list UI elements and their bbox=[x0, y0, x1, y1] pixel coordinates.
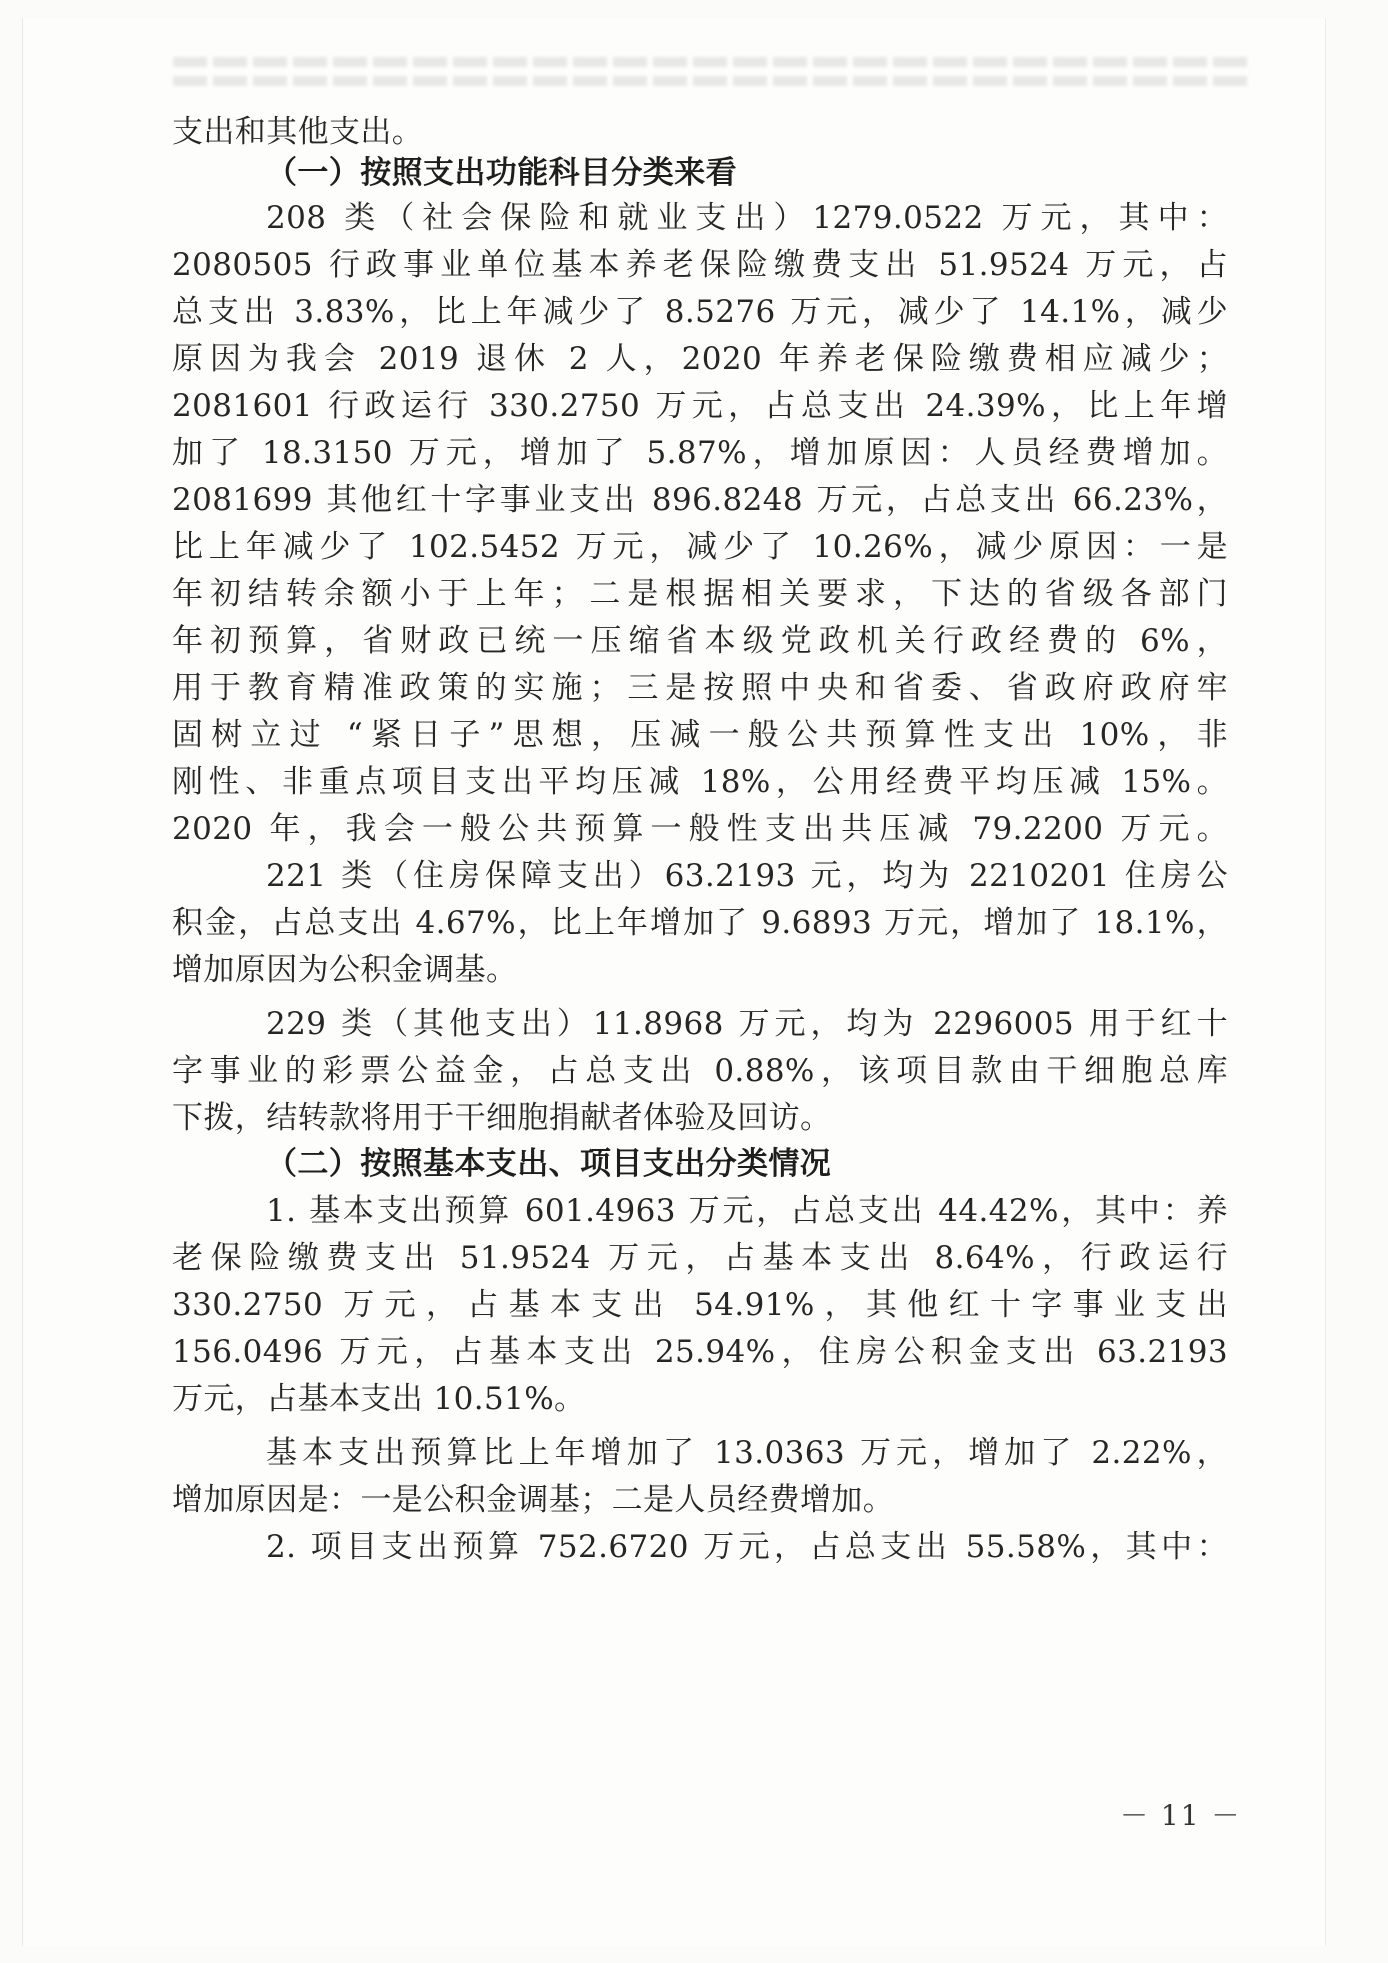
text-line-28: 万元，占基本支出 10.51%。 bbox=[172, 1381, 586, 1417]
section-heading-basic-project: （二）按照基本支出、项目支出分类情况 bbox=[266, 1146, 832, 1182]
text-line-11: 年初结转余额小于上年；二是根据相关要求，下达的省级各部门 bbox=[172, 576, 1228, 612]
text-line-9: 2081699 其他红十字事业支出 896.8248 万元，占总支出 66.23%， bbox=[172, 482, 1228, 518]
text-line-17: 221 类（住房保障支出）63.2193 元，均为 2210201 住房公 bbox=[266, 858, 1228, 894]
text-line-1: 支出和其他支出。 bbox=[172, 114, 424, 150]
text-line-18: 积金，占总支出 4.67%，比上年增加了 9.6893 万元，增加了 18.1%， bbox=[172, 905, 1228, 941]
text-line-27: 156.0496 万元，占基本支出 25.94%，住房公积金支出 63.2193 bbox=[172, 1334, 1228, 1370]
text-line-20: 229 类（其他支出）11.8968 万元，均为 2296005 用于红十 bbox=[266, 1006, 1228, 1042]
text-line-8: 加了 18.3150 万元，增加了 5.87%，增加原因：人员经费增加。 bbox=[172, 435, 1228, 471]
text-line-14: 固树立过 “紧日子”思想，压减一般公共预算性支出 10%，非 bbox=[172, 717, 1228, 753]
text-line-31: 2. 项目支出预算 752.6720 万元，占总支出 55.58%，其中： bbox=[266, 1529, 1228, 1565]
text-line-25: 老保险缴费支出 51.9524 万元，占基本支出 8.64%，行政运行 bbox=[172, 1240, 1228, 1276]
text-line-29: 基本支出预算比上年增加了 13.0363 万元，增加了 2.22%， bbox=[266, 1435, 1228, 1471]
text-line-24: 1. 基本支出预算 601.4963 万元，占总支出 44.42%，其中：养 bbox=[266, 1193, 1228, 1229]
text-line-19: 增加原因为公积金调基。 bbox=[172, 952, 518, 988]
text-line-22: 下拨，结转款将用于干细胞捐献者体验及回访。 bbox=[172, 1100, 832, 1136]
section-heading-functional: （一）按照支出功能科目分类来看 bbox=[266, 155, 737, 191]
text-line-12: 年初预算，省财政已统一压缩省本级党政机关行政经费的 6%， bbox=[172, 623, 1228, 659]
text-line-6: 原因为我会 2019 退休 2 人，2020 年养老保险缴费相应减少； bbox=[172, 341, 1228, 377]
text-line-13: 用于教育精准政策的实施；三是按照中央和省委、省政府政府牢 bbox=[172, 670, 1228, 706]
text-line-5: 总支出 3.83%，比上年减少了 8.5276 万元，减少了 14.1%，减少 bbox=[172, 294, 1228, 330]
text-line-7: 2081601 行政运行 330.2750 万元，占总支出 24.39%，比上年增 bbox=[172, 388, 1228, 424]
text-line-26: 330.2750 万元，占基本支出 54.91%，其他红十字事业支出 bbox=[172, 1287, 1228, 1323]
text-line-30: 增加原因是：一是公积金调基；二是人员经费增加。 bbox=[172, 1482, 895, 1518]
text-line-16: 2020 年，我会一般公共预算一般性支出共压减 79.2200 万元。 bbox=[172, 811, 1228, 847]
text-line-15: 刚性、非重点项目支出平均压减 18%，公用经费平均压减 15%。 bbox=[172, 764, 1228, 800]
text-line-3: 208 类（社会保险和就业支出）1279.0522 万元，其中： bbox=[266, 200, 1228, 236]
text-line-21: 字事业的彩票公益金，占总支出 0.88%，该项目款由干细胞总库 bbox=[172, 1053, 1228, 1089]
text-line-4: 2080505 行政事业单位基本养老保险缴费支出 51.9524 万元，占 bbox=[172, 247, 1228, 283]
text-line-10: 比上年减少了 102.5452 万元，减少了 10.26%，减少原因：一是 bbox=[172, 529, 1228, 565]
page-number: － 11 － bbox=[1120, 1799, 1242, 1832]
